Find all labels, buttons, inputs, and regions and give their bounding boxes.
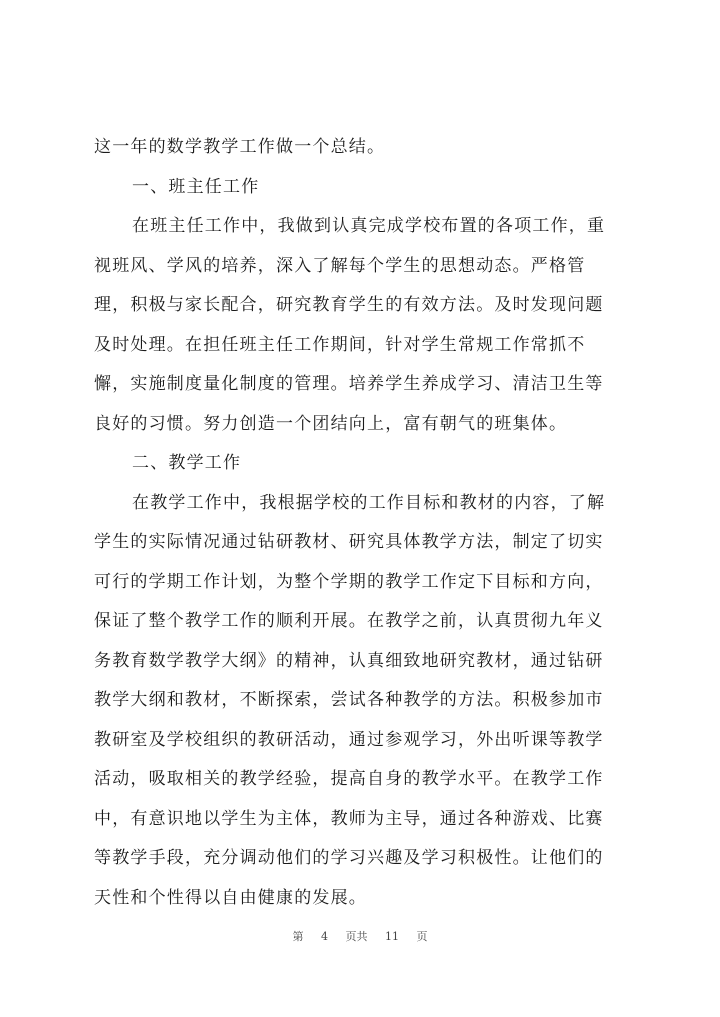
text-line: 中，有意识地以学生为主体，教师为主导，通过各种游戏、比赛	[94, 808, 604, 829]
text-line: 等教学手段，充分调动他们的学习兴趣及学习积极性。让他们的	[94, 848, 604, 868]
text-line: 学生的实际情况通过钻研教材、研究具体教学方法，制定了切实	[94, 532, 604, 552]
text-line: 良好的习惯。努力创造一个团结向上，富有朝气的班集体。	[94, 413, 568, 434]
text-line: 务教育数学教学大纲》的精神，认真细致地研究教材，通过钻研	[94, 650, 604, 671]
text-line: 可行的学期工作计划，为整个学期的教学工作定下目标和方向，	[94, 571, 604, 592]
text-line: 天性和个性得以自由健康的发展。	[94, 887, 367, 908]
page-number: 4	[321, 930, 328, 943]
total-pages: 11	[385, 930, 399, 943]
text-line: 活动，吸取相关的教学经验，提高自身的教学水平。在教学工作	[94, 769, 604, 789]
text-line: 及时处理。在担任班主任工作期间，针对学生常规工作常抓不	[94, 334, 586, 355]
footer-prefix: 第	[292, 930, 304, 943]
text-line: 理，积极与家长配合，研究教育学生的有效方法。及时发现问题	[94, 295, 604, 315]
section-heading-class-teacher: 一、班主任工作	[132, 176, 260, 197]
text-line: 教研室及学校组织的教研活动，通过参观学习，外出听课等教学	[94, 729, 604, 750]
text-line: 保证了整个教学工作的顺利开展。在教学之前，认真贯彻九年义	[94, 611, 604, 631]
page-footer	[0, 928, 720, 944]
text-line: 懈，实施制度量化制度的管理。培养学生养成学习、清洁卫生等	[94, 374, 604, 394]
text-line: 在教学工作中，我根据学校的工作目标和教材的内容，了解	[132, 492, 606, 513]
text-line: 视班风、学风的培养，深入了解每个学生的思想动态。严格管	[94, 255, 586, 276]
footer-suffix: 页	[416, 930, 428, 943]
text-line: 教学大纲和教材，不断探索，尝试各种教学的方法。积极参加市	[94, 690, 604, 710]
text-line: 在班主任工作中，我做到认真完成学校布置的各项工作，重	[132, 216, 606, 236]
document-body	[94, 128, 634, 918]
section-heading-teaching: 二、教学工作	[132, 453, 242, 473]
text-line: 这一年的数学教学工作做一个总结。	[94, 137, 386, 157]
footer-middle: 页共	[345, 930, 368, 943]
